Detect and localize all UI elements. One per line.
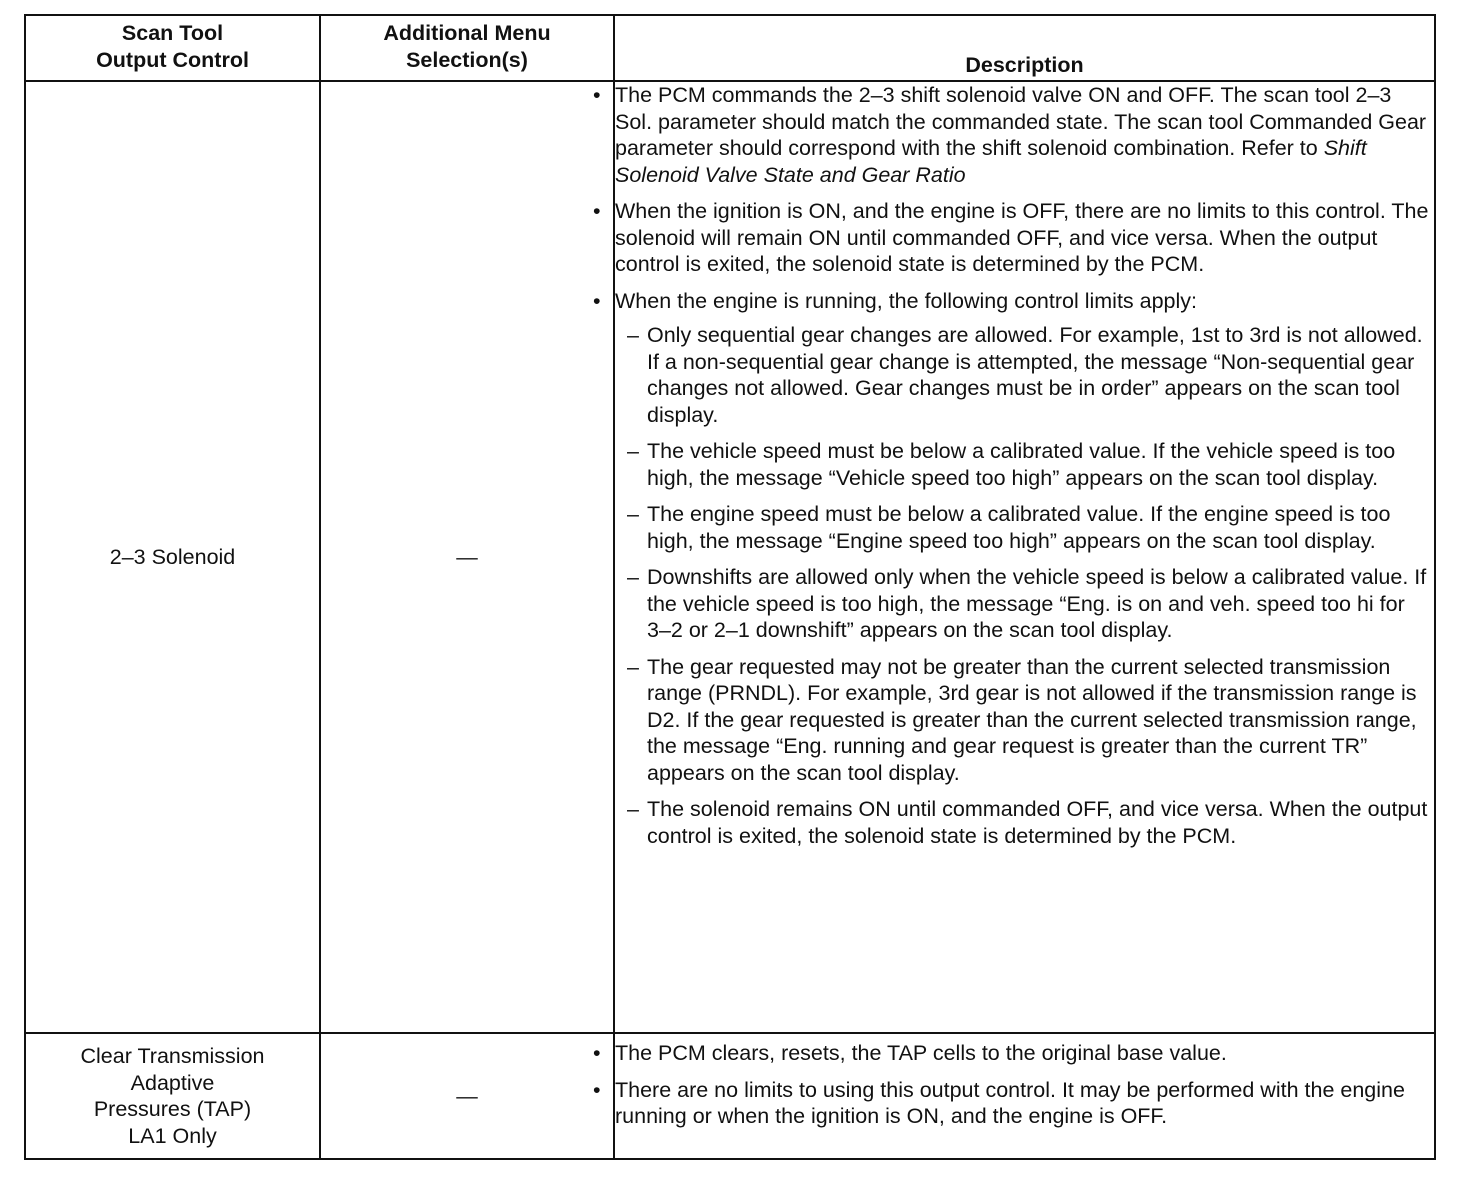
description-cell: [593, 1033, 1435, 1159]
sub-item: [627, 501, 1434, 554]
sub-item-text: The vehicle speed must be below a calibrated value. If the vehicle speed is too high, the message “Vehicle speed too high” appears on the scan tool display.: [647, 439, 1396, 490]
sub-item: [627, 438, 1434, 491]
bullet-item: [593, 288, 1434, 850]
description-bullets: [593, 82, 1434, 849]
menu-selection-value: —: [456, 544, 478, 569]
dash-marker: –: [627, 439, 639, 463]
control-limits-list: [615, 322, 1434, 849]
bullet-text: When the ignition is ON, and the engine is OFF, there are no limits to this control. The solenoid will remain ON until commanded OFF, and vice versa. When the output control is exited, the solenoid state is determined by the PCM.: [615, 199, 1429, 276]
bullet-text: There are no limits to using this output control. It may be performed with the engine running or when the ignition is ON, and the engine is OFF.: [615, 1077, 1405, 1128]
dash-marker: –: [627, 654, 639, 679]
control-cell: [25, 81, 320, 1033]
sub-item: [627, 654, 1434, 787]
menu-selection-cell: [320, 81, 614, 1033]
dash-marker: –: [627, 565, 639, 589]
control-cell: [25, 1033, 320, 1159]
header-control-line2: Output Control: [96, 47, 249, 72]
dash-marker: –: [627, 502, 639, 526]
bullet-marker: •: [593, 199, 601, 223]
header-control-line1: Scan Tool: [121, 21, 224, 45]
menu-selection-cell: [320, 1033, 614, 1159]
bullet-marker: •: [593, 1077, 601, 1102]
sub-item: [627, 564, 1434, 644]
header-menu-line1: Additional Menu: [383, 21, 551, 45]
table-row-clear-tap: [25, 1033, 1435, 1159]
header-row: [25, 15, 1435, 81]
sub-item-text: Downshifts are allowed only when the vehicle speed is below a calibrated value. If the vehicle speed is too high, the message “Eng. is on and veh. speed too hi for 3–2 or 2–1 downshift” appears on the scan tool display.: [647, 565, 1427, 642]
cross-reference: Shift Solenoid Valve State and Gear Ratio: [615, 136, 1367, 187]
bullet-item: [593, 1040, 1434, 1067]
control-name-line3: Pressures (TAP): [93, 1097, 252, 1121]
header-description-label: Description: [965, 52, 1084, 77]
header-additional-menu-selections: [320, 15, 614, 81]
dash-marker: –: [627, 797, 639, 821]
description-cell: [593, 81, 1435, 1033]
header-menu-line2: Selection(s): [406, 47, 528, 72]
output-control-table: [24, 14, 1436, 1160]
dash-marker: –: [627, 323, 639, 347]
sub-item: [627, 796, 1434, 849]
sub-item-text: The gear requested may not be greater than the current selected transmission range (PRNDL). For example, 3rd gear is not allowed if the transmission range is D2. If the gear requested is greater than the current selected transmission range, the message “Eng. running and gear request is greater than the current TR” appears on the scan tool display.: [647, 654, 1417, 785]
sub-item-text: The engine speed must be below a calibrated value. If the engine speed is too high, the message “Engine speed too high” appears on the scan tool display.: [647, 502, 1391, 553]
bullet-marker: •: [593, 83, 601, 107]
sub-item: [627, 322, 1434, 428]
bullet-text: The PCM clears, resets, the TAP cells to the original base value.: [615, 1041, 1227, 1065]
control-name: 2–3 Solenoid: [109, 544, 236, 569]
control-name-line2: Adaptive: [130, 1070, 215, 1095]
description-bullets: [593, 1040, 1434, 1130]
bullet-text: The PCM commands the 2–3 shift solenoid valve ON and OFF. The scan tool 2–3 Sol. parameter should match the commanded state. The scan tool Commanded Gear parameter should correspond with the shift solenoid combination. Refer to: [615, 83, 1427, 160]
sub-item-text: The solenoid remains ON until commanded OFF, and vice versa. When the output control is exited, the solenoid state is determined by the PCM.: [647, 797, 1428, 848]
bullet-item: [593, 1077, 1434, 1130]
bullet-marker: •: [593, 288, 601, 313]
bullet-item: [593, 82, 1434, 188]
bullet-text: When the engine is running, the following control limits apply:: [615, 288, 1198, 313]
control-name-line1: Clear Transmission: [80, 1044, 265, 1068]
sub-item-text: Only sequential gear changes are allowed. For example, 1st to 3rd is not allowed. If a non-sequential gear change is attempted, the message “Non-sequential gear changes not allowed. Gear changes must be in order” appears on the scan tool display.: [647, 323, 1423, 427]
bullet-marker: •: [593, 1041, 601, 1065]
menu-selection-value: —: [456, 1083, 478, 1108]
header-description: [614, 15, 1435, 81]
bullet-item: [593, 198, 1434, 278]
header-scan-tool-output-control: [25, 15, 320, 81]
control-name-line4: LA1 Only: [128, 1123, 217, 1148]
table-row-2-3-solenoid: [25, 81, 1435, 1033]
